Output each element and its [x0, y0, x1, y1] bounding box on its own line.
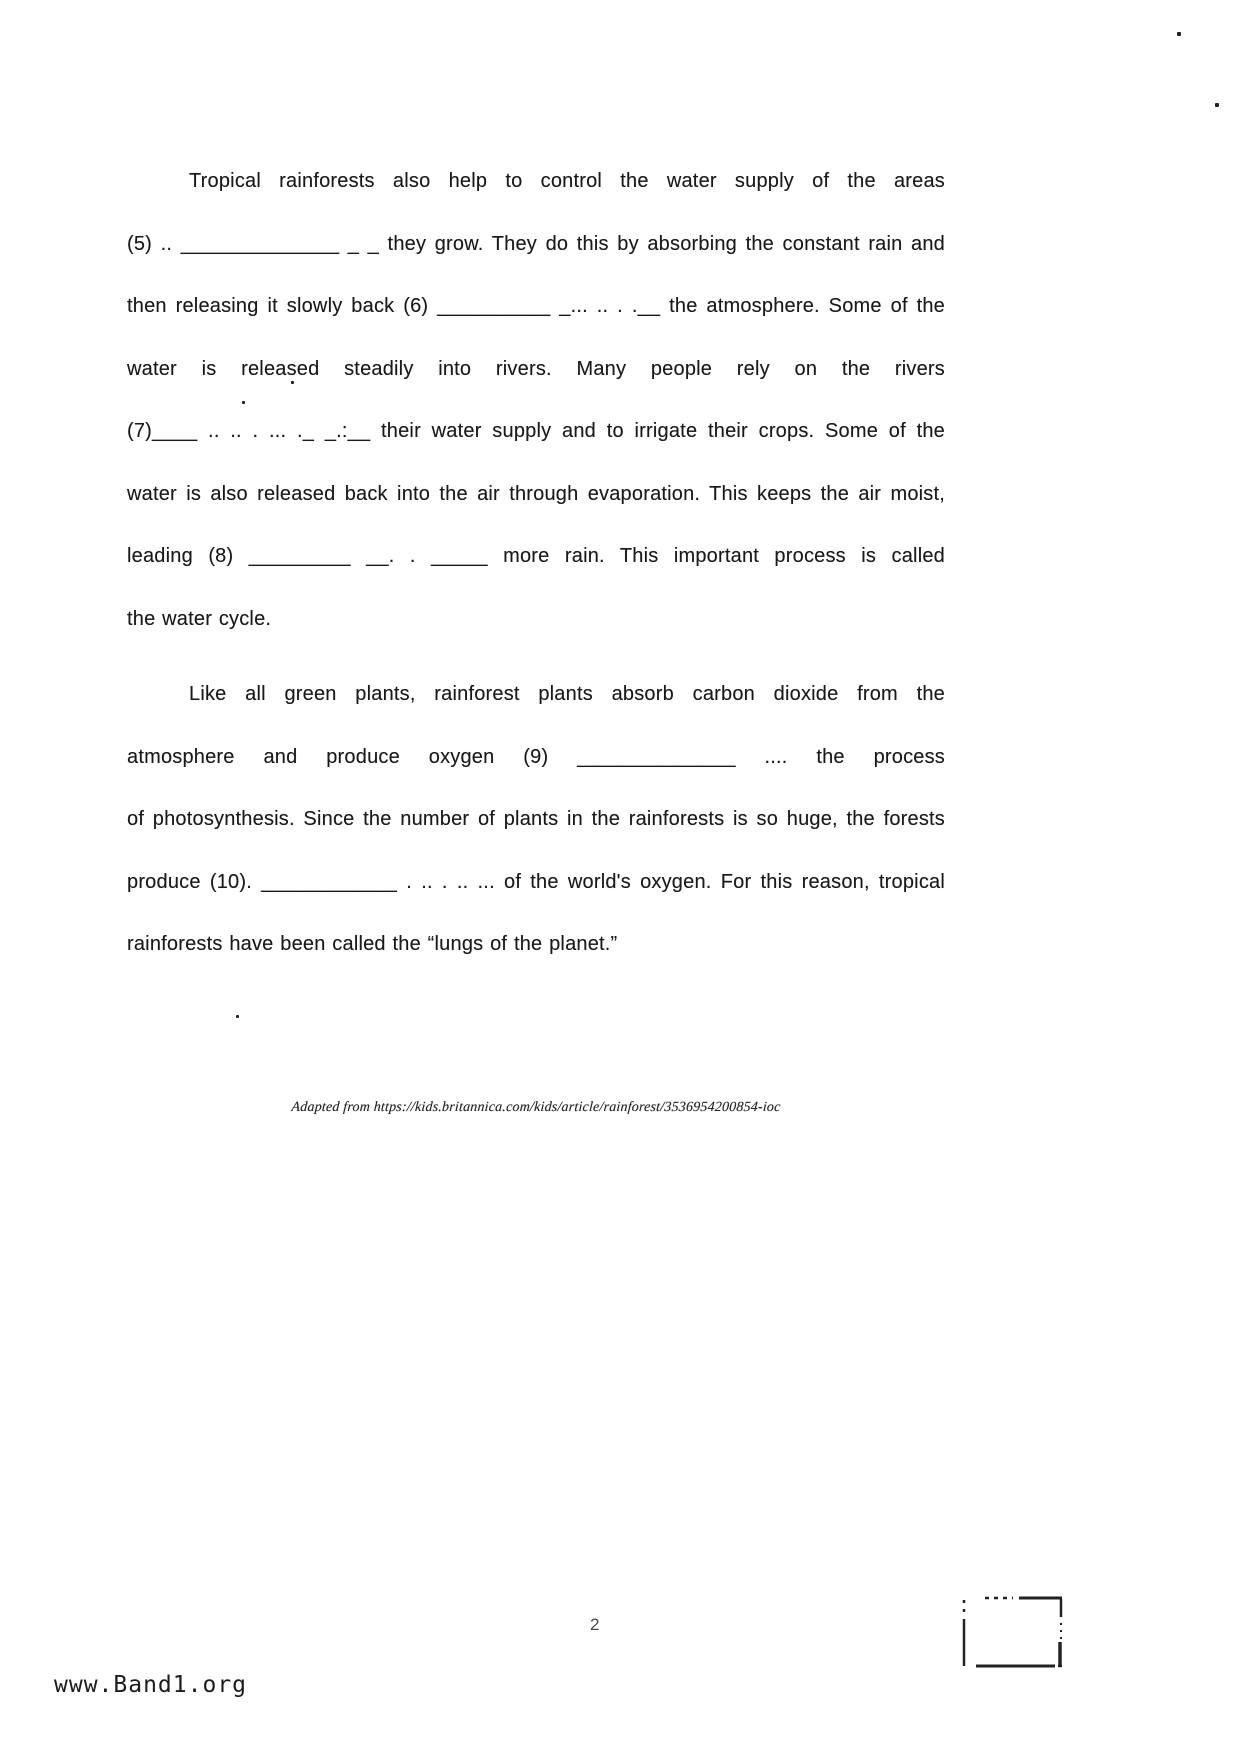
- text-line-blank-5: (5) .. ______________ _ _ they grow. They do this by absorbing the constant rain and: [127, 232, 945, 255]
- scan-speck: [1177, 32, 1181, 36]
- page-number: 2: [590, 1615, 600, 1634]
- watermark-url: www.Band1.org: [54, 1672, 248, 1698]
- text-line: water is released steadily into rivers. Many people rely on the rivers: [127, 357, 945, 380]
- text-line-blank-8: leading (8) _________ __. . _____ more rain. This important process is called: [127, 545, 945, 567]
- text-line: water is also released back into the air through evaporation. This keeps the air moist,: [127, 482, 945, 505]
- text-line: Tropical rainforests also help to control the water supply of the areas: [189, 170, 945, 192]
- scan-speck: [1215, 103, 1219, 107]
- text-line: Like all green plants, rainforest plants absorb carbon dioxide from the: [189, 683, 945, 705]
- marks-box: [958, 1590, 1070, 1674]
- text-line-blank-7: (7)____ .. .. . ... ._ _.:__ their water supply and to irrigate their crops. Some of the: [127, 420, 945, 442]
- text-line-blank-6: then releasing it slowly back (6) __________ _... .. . .__ the atmosphere. Some of the: [127, 295, 945, 317]
- reading-passage: [127, 150, 945, 976]
- scan-speck: [236, 1015, 239, 1018]
- source-attribution: Adapted from https://kids.britannica.com/kids/article/rainforest/3536954200854-ioc: [291, 1100, 782, 1115]
- text-line-blank-10: produce (10). ____________ . .. . .. ... of the world's oxygen. For this reason, tropical: [127, 870, 945, 893]
- text-line: rainforests have been called the “lungs of the planet.”: [127, 933, 618, 955]
- paragraph-water-supply: [127, 150, 945, 650]
- text-line: the water cycle.: [127, 607, 272, 630]
- paragraph-photosynthesis: [127, 663, 945, 976]
- text-line-blank-9: atmosphere and produce oxygen (9) ______________ .... the process: [127, 745, 945, 768]
- text-line: of photosynthesis. Since the number of plants in the rainforests is so huge, the forests: [127, 808, 945, 830]
